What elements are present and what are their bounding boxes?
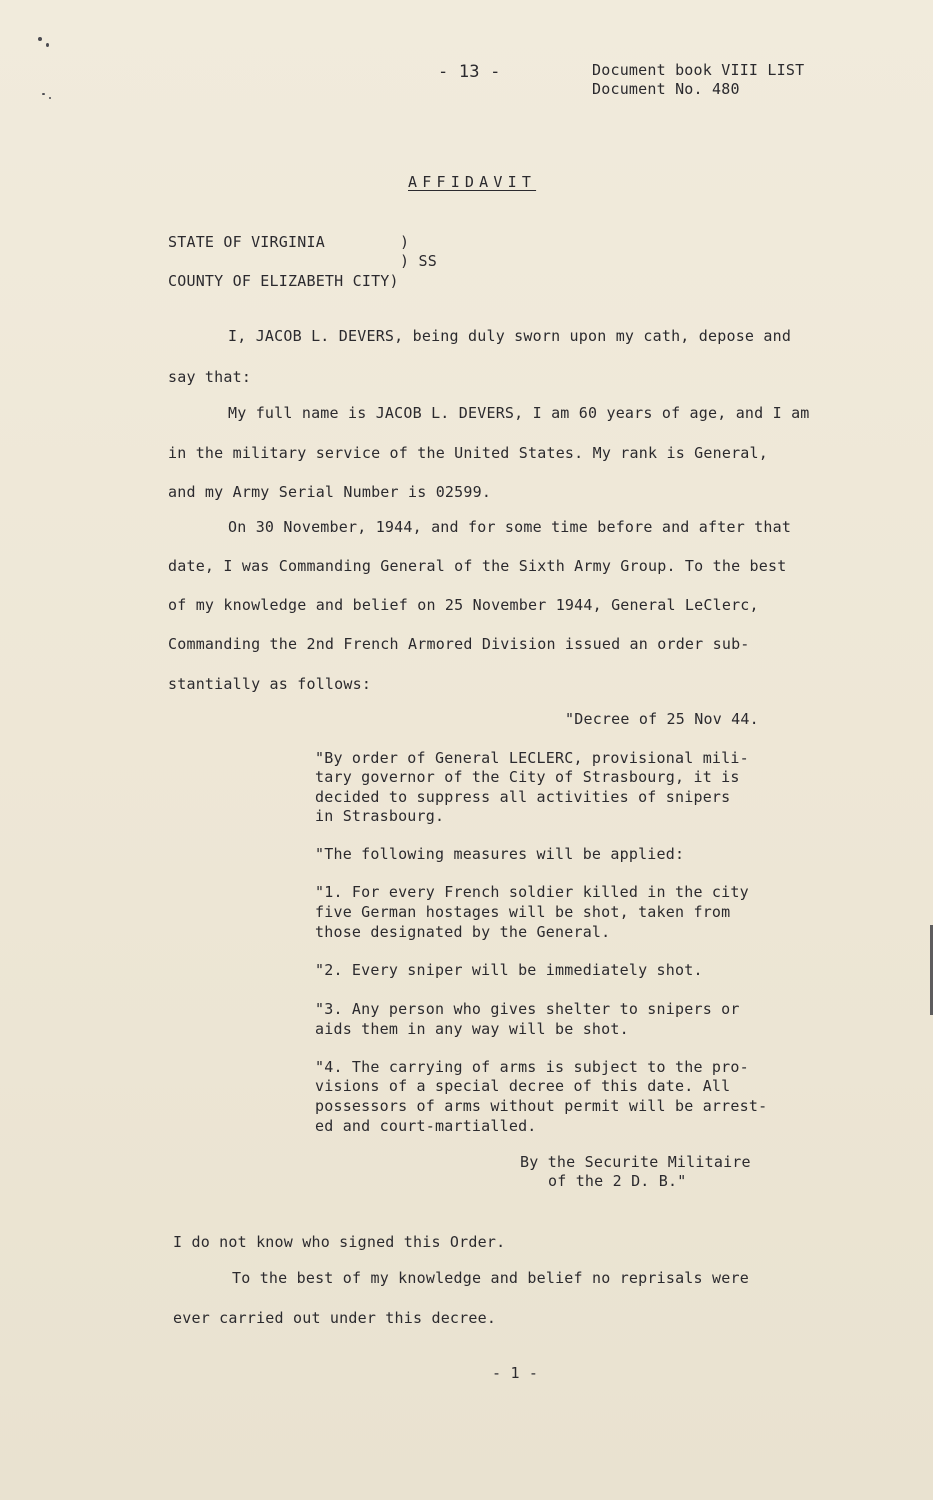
paragraph-line: stantially as follows:: [168, 675, 372, 693]
closing-line: ever carried out under this decree.: [173, 1309, 497, 1327]
paragraph-line: and my Army Serial Number is 02599.: [168, 483, 492, 501]
decree-line: aids them in any way will be shot.: [315, 1020, 629, 1038]
decree-line: ed and court-martialled.: [315, 1117, 537, 1135]
decree-line: five German hostages will be shot, taken from: [315, 903, 731, 921]
document-book-label: Document book VIII LIST: [592, 61, 805, 79]
document-number-label: Document No. 480: [592, 80, 740, 98]
decree-signature: of the 2 D. B.": [548, 1172, 687, 1190]
decree-line: "The following measures will be applied:: [315, 845, 685, 863]
paragraph-line: My full name is JACOB L. DEVERS, I am 60 years of age, and I am: [228, 404, 810, 422]
paragraph-line: On 30 November, 1944, and for some time before and after that: [228, 518, 792, 536]
decree-line: "4. The carrying of arms is subject to the pro-: [315, 1058, 749, 1076]
paragraph-line: date, I was Commanding General of the Sixth Army Group. To the best: [168, 557, 787, 575]
margin-mark: [46, 43, 49, 47]
decree-line: "1. For every French soldier killed in the city: [315, 883, 749, 901]
venue-bracket: ): [400, 233, 410, 251]
margin-mark: [42, 93, 45, 95]
document-title: AFFIDAVIT: [408, 173, 537, 191]
decree-line: those designated by the General.: [315, 923, 611, 941]
decree-line: possessors of arms without permit will be arrest-: [315, 1097, 768, 1115]
decree-line: "2. Every sniper will be immediately shot.: [315, 961, 703, 979]
margin-mark: [38, 37, 42, 41]
closing-line: To the best of my knowledge and belief no reprisals were: [232, 1269, 749, 1287]
closing-line: I do not know who signed this Order.: [173, 1233, 506, 1251]
venue-ss: ) SS: [400, 252, 437, 270]
decree-line: decided to suppress all activities of snipers: [315, 788, 731, 806]
margin-mark: [49, 97, 51, 99]
decree-line: "3. Any person who gives shelter to snipers or: [315, 1000, 740, 1018]
page-number: - 1 -: [492, 1364, 539, 1382]
decree-line: "By order of General LECLERC, provisional mili-: [315, 749, 749, 767]
decree-signature: By the Securite Militaire: [520, 1153, 751, 1171]
decree-heading: "Decree of 25 Nov 44.: [565, 710, 759, 728]
paragraph-line: Commanding the 2nd French Armored Division issued an order sub-: [168, 635, 750, 653]
paragraph-line: I, JACOB L. DEVERS, being duly sworn upon my cath, depose and: [228, 327, 792, 345]
paragraph-line: in the military service of the United States. My rank is General,: [168, 444, 768, 462]
decree-line: tary governor of the City of Strasbourg, it is: [315, 768, 740, 786]
page-marker: - 13 -: [438, 62, 501, 82]
paragraph-line: say that:: [168, 368, 252, 386]
paragraph-line: of my knowledge and belief on 25 November 1944, General LeClerc,: [168, 596, 759, 614]
decree-line: in Strasbourg.: [315, 807, 445, 825]
decree-line: visions of a special decree of this date. All: [315, 1077, 731, 1095]
venue-county: COUNTY OF ELIZABETH CITY): [168, 272, 399, 290]
venue-state: STATE OF VIRGINIA: [168, 233, 325, 251]
